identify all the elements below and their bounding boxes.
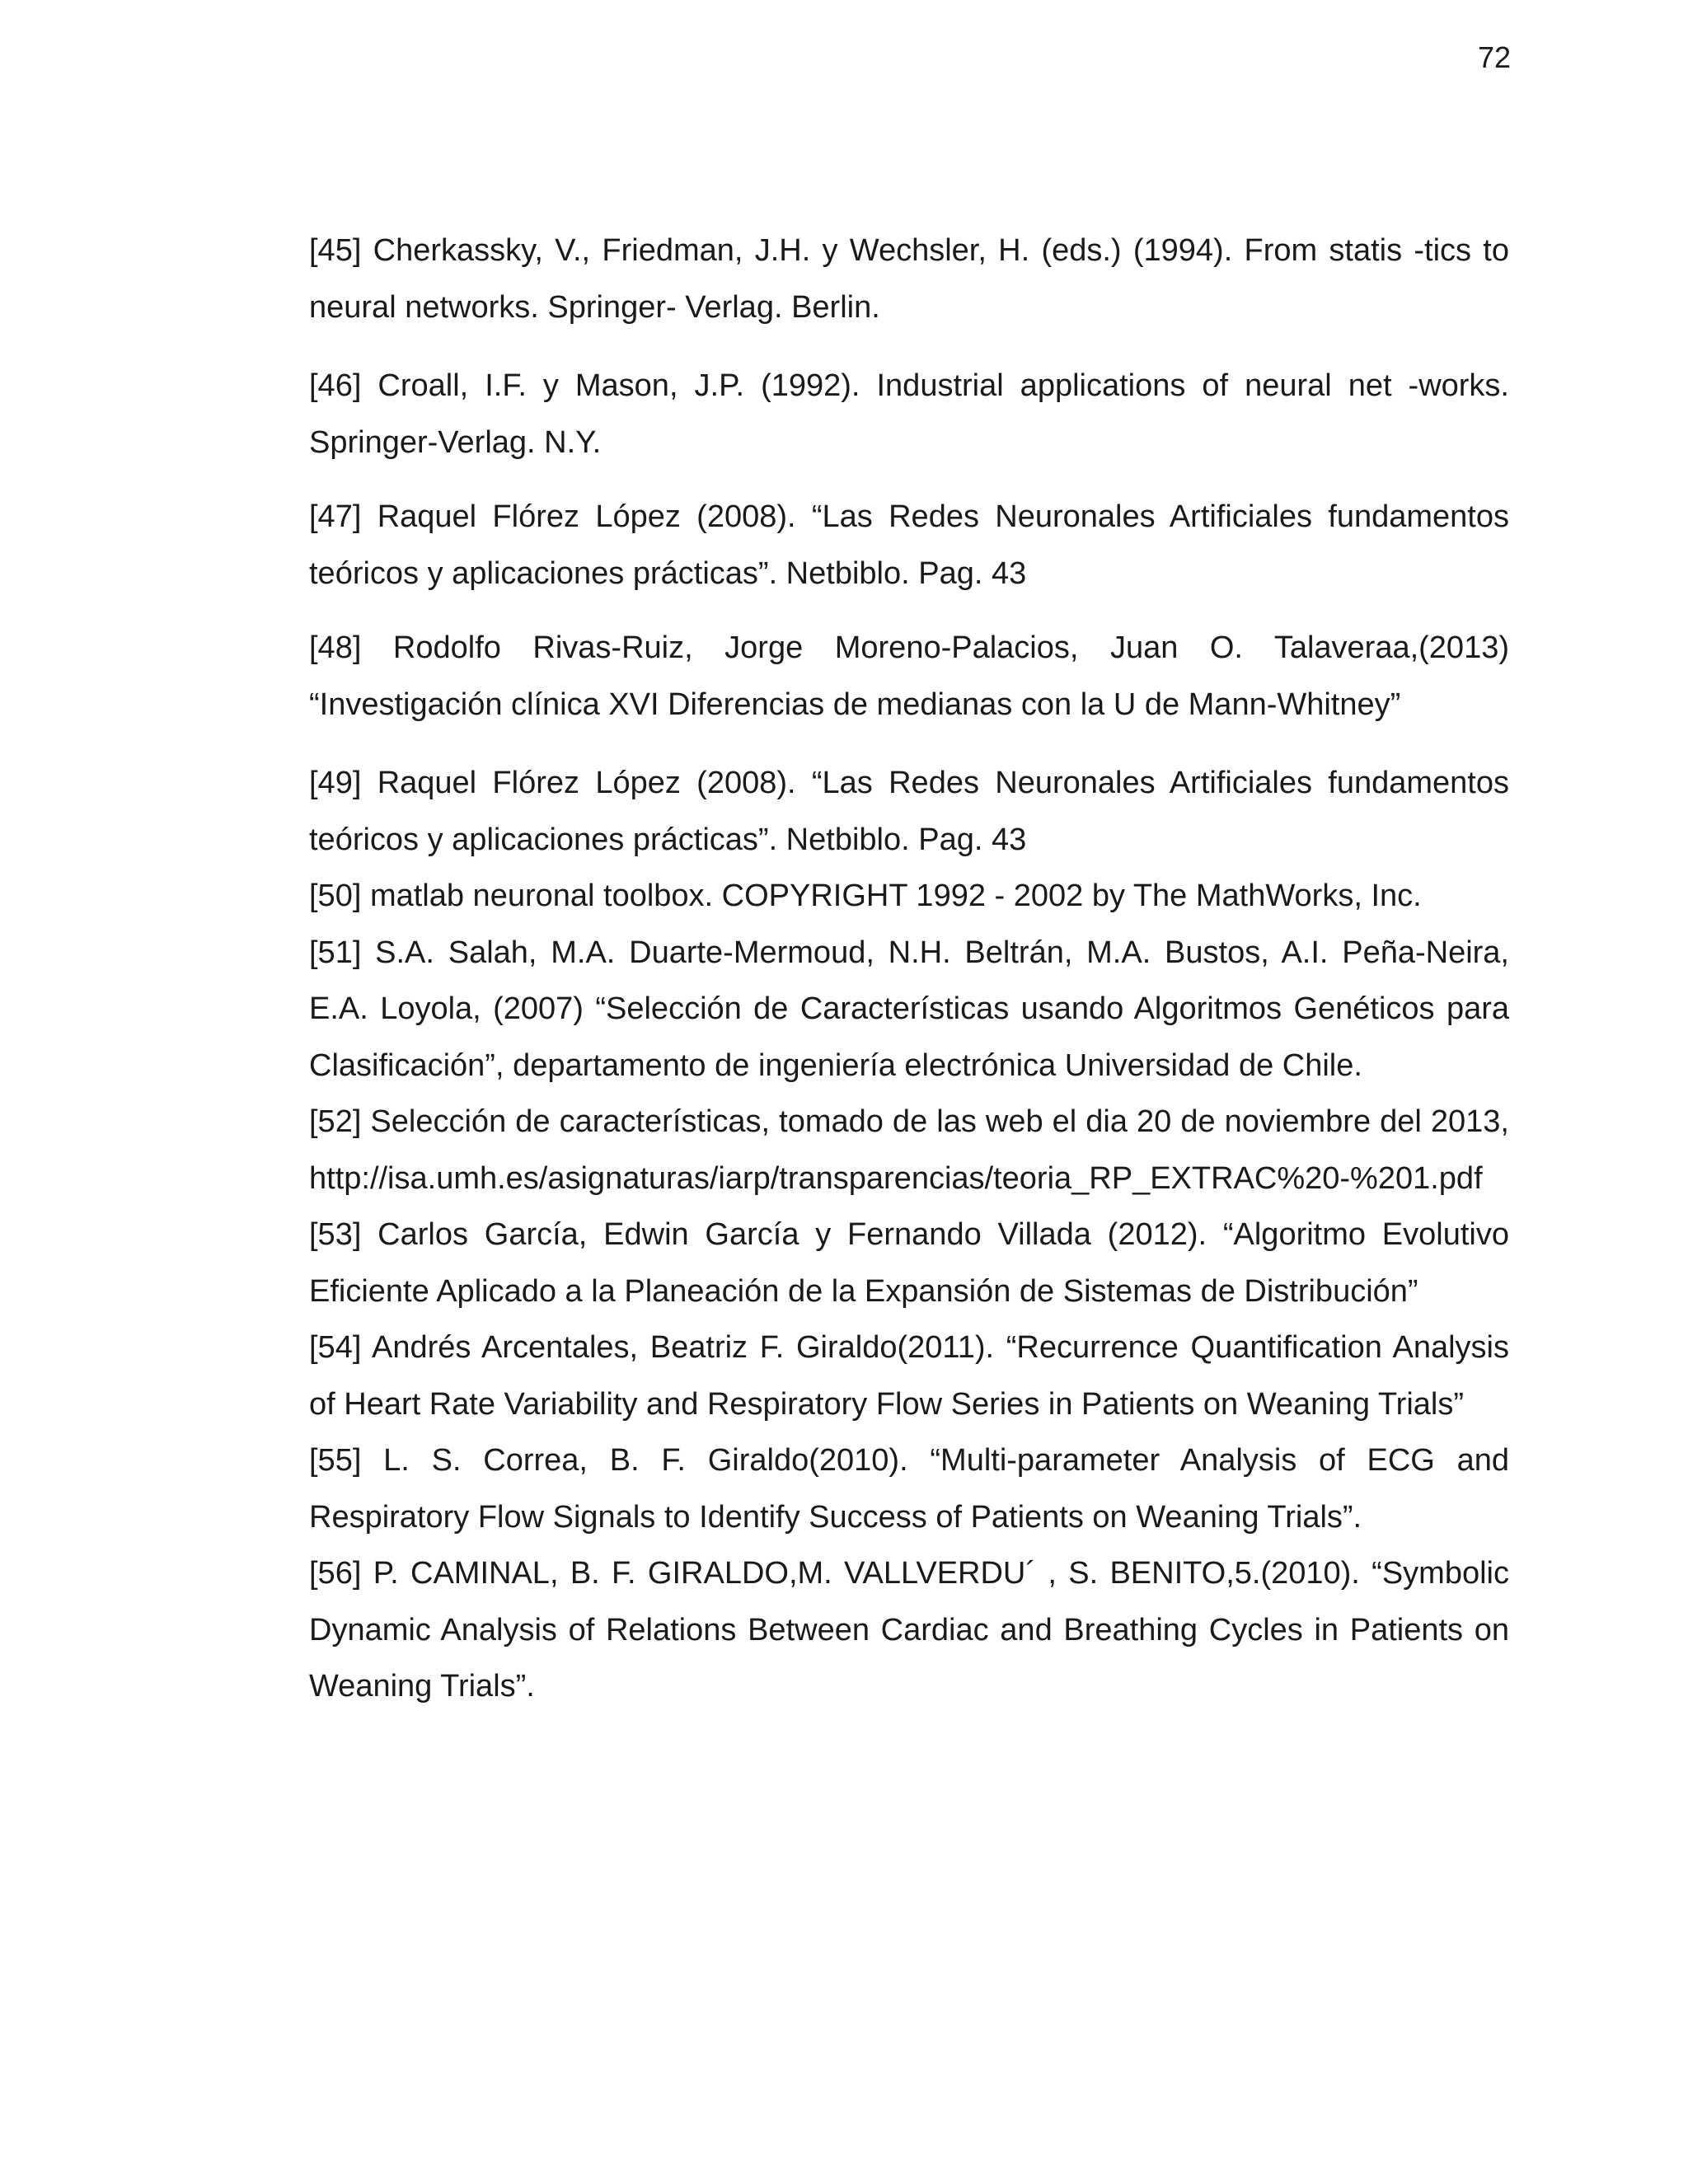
- reference-55: [55] L. S. Correa, B. F. Giraldo(2010). “Multi-parameter Analysis of ECG and Respiratory Flow Signals to Identify Success of Patients on Weaning Trials”.: [309, 1443, 1509, 1535]
- reference-50: [50] matlab neuronal toolbox. COPYRIGHT 1992 - 2002 by The MathWorks, Inc.: [309, 879, 1422, 913]
- reference-45: [45] Cherkassky, V., Friedman, J.H. y Wechsler, H. (eds.) (1994). From statis -tics to neural networks. Springer- Verlag. Berlin.: [309, 233, 1509, 325]
- reference-list: [309, 223, 1509, 1715]
- reference-47: [47] Raquel Flórez López (2008). “Las Redes Neuronales Artificiales fundamentos teóricos y aplicaciones prácticas”. Netbiblo. Pag. 43: [309, 499, 1509, 591]
- reference-49: [49] Raquel Flórez López (2008). “Las Redes Neuronales Artificiales fundamentos teóricos y aplicaciones prácticas”. Netbiblo. Pag. 43: [309, 766, 1509, 857]
- reference-48: [48] Rodolfo Rivas-Ruiz, Jorge Moreno-Palacios, Juan O. Talaveraa,(2013) “Investigación clínica XVI Diferencias de medianas con la U de Mann-Whitney”: [309, 630, 1509, 722]
- reference-56: [56] P. CAMINAL, B. F. GIRALDO,M. VALLVERDU´ , S. BENITO,5.(2010). “Symbolic Dynamic Analysis of Relations Between Cardiac and Breathing Cycles in Patients on Weaning Trials”.: [309, 1556, 1509, 1704]
- page-number: 72: [1477, 40, 1511, 74]
- reference-52: [52] Selección de características, tomado de las web el dia 20 de noviembre del 2013, http://isa.umh.es/asignaturas/iarp/transparencias/teoria_RP_EXTRAC%20-%201.pdf: [309, 1104, 1509, 1196]
- reference-53: [53] Carlos García, Edwin García y Fernando Villada (2012). “Algoritmo Evolutivo Eficiente Aplicado a la Planeación de la Expansión de Sistemas de Distribución”: [309, 1217, 1509, 1309]
- reference-51: [51] S.A. Salah, M.A. Duarte-Mermoud, N.H. Beltrán, M.A. Bustos, A.I. Peña-Neira, E.A. Loyola, (2007) “Selección de Características usando Algoritmos Genéticos para Clasificación”, departamento de ingeniería electrónica Universidad de Chile.: [309, 935, 1509, 1083]
- reference-54: [54] Andrés Arcentales, Beatriz F. Giraldo(2011). “Recurrence Quantification Analysis of Heart Rate Variability and Respiratory Flow Series in Patients on Weaning Trials”: [309, 1330, 1509, 1422]
- reference-46: [46] Croall, I.F. y Mason, J.P. (1992). Industrial applications of neural net -works. Springer-Verlag. N.Y.: [309, 368, 1509, 460]
